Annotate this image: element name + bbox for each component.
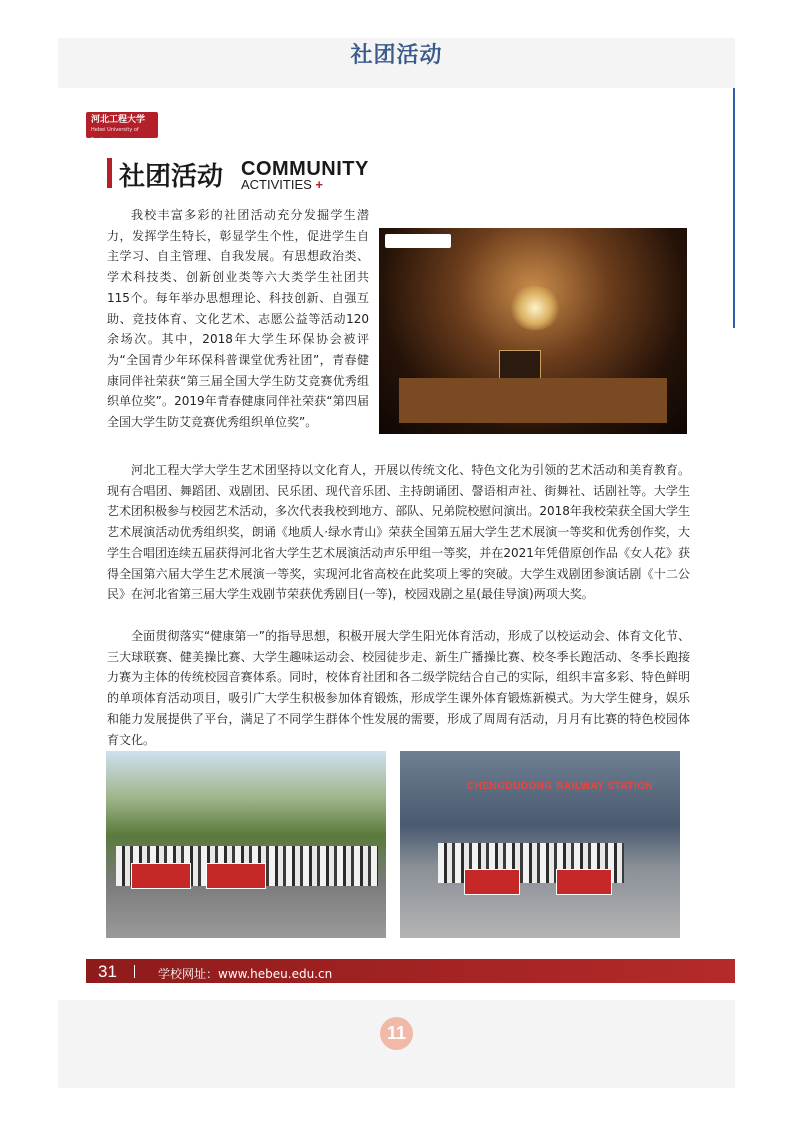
logo-cn-text: 河北工程大学: [91, 115, 146, 125]
sports-paragraph: 全面贯彻落实“健康第一”的指导思想，积极开展大学生阳光体育活动，形成了以校运动会、体育文化节、三大球联赛、健美操比赛、大学生趣味运动会、校园徒步走、新生广播操比赛、校冬季长跑活动、冬季长跑接力赛为主体的传统校园音赛体系。同时，校体育社团和各二级学院结合自己的实际，组织丰富多彩、特色鲜明的单项体育活动项目，吸引广大学生积极参加体育锻炼，形成学生课外体育锻炼新模式。为大学生健身，娱乐和能力发展提供了平台，满足了不同学生群体个性发展的需要，形成了周周有活动，月月有比赛的特色校园体育文化。: [107, 629, 690, 747]
right-margin-rule: [733, 88, 735, 328]
footer-divider: [134, 965, 135, 978]
section-title-cn: 社团活动: [119, 162, 224, 192]
red-flag-left: [464, 869, 520, 895]
intro-paragraph: 我校丰富多彩的社团活动充分发掘学生潜力，发挥学生特长，彰显学生个性，促进学生自主学习、自主管理、自我发展。有思想政治类、学术科技类、创新创业类等六大类学生社团共115个。每年举办思想理论、科技创新、自强互助、竞技体育、文化艺术、志愿公益等活动120余场次。其中，2018年大学生环保协会被评为“全国青少年环保科普课堂优秀社团”，青春健康同伴社荣获“第三届全国大学生防艾竞赛优秀组织单位奖”。2019年青春健康同伴社荣获“第四届全国大学生防艾竞赛优秀组织单位奖”。: [107, 208, 369, 430]
section-title-en-activities: ACTIVITIES: [241, 177, 312, 192]
logo-en-text: Hebei University of Engineering: [91, 127, 139, 143]
section-title-en-line2: [241, 177, 323, 192]
group-photo-park: [106, 751, 386, 938]
red-flag-left: [131, 863, 191, 889]
stage-emblem-shape: [499, 350, 541, 380]
red-flag-right: [556, 869, 612, 895]
photo-banner-logo: [385, 234, 451, 248]
university-logo: [86, 112, 158, 143]
concert-hall-photo: [379, 228, 687, 434]
art-troupe-paragraph: 河北工程大学大学生艺术团坚持以文化育人，开展以传统文化、特色文化为引领的艺术活动和美育教育。现有合唱团、舞蹈团、戏剧团、民乐团、现代音乐团、主持朗诵团、謦语相声社、街舞社、话剧社等。大学生艺术团积极参与校园艺术活动，多次代表我校到地方、部队、兄弟院校慰问演出。2018年我校荣获全国大学生艺术展演活动优秀组织奖，朗诵《地质人·绿水青山》荣获全国第五届大学生艺术展演一等奖和优秀创作奖，大学生合唱团连续五届获得河北省大学生艺术展演活动声乐甲组一等奖，并在2021年凭借原创作品《女人花》获得全国第六届大学生艺术展演一等奖，实现河北省高校在此奖项上零的突破。大学生戏剧团参演话剧《十二公民》在河北省第三届大学生戏剧节荣获优秀剧目(一等)，校园戏剧之星(最佳导演)两项大奖。: [107, 463, 690, 602]
station-sign-text: CHENGDUDONG RAILWAY STATION: [466, 781, 654, 792]
group-photo-station: [400, 751, 680, 938]
chandelier-shape: [508, 286, 562, 330]
page-header-title: 社团活动: [350, 43, 443, 68]
school-website-link[interactable]: 学校网址：www.hebeu.edu.cn: [158, 967, 333, 981]
red-flag-right: [206, 863, 266, 889]
page-badge: 11: [380, 1017, 413, 1050]
plus-icon: +: [315, 177, 324, 192]
page-number: 31: [98, 962, 117, 981]
stage-shape: [399, 378, 667, 423]
section-accent-bar: [107, 158, 112, 188]
section-title-en-line1: COMMUNITY: [241, 158, 369, 180]
